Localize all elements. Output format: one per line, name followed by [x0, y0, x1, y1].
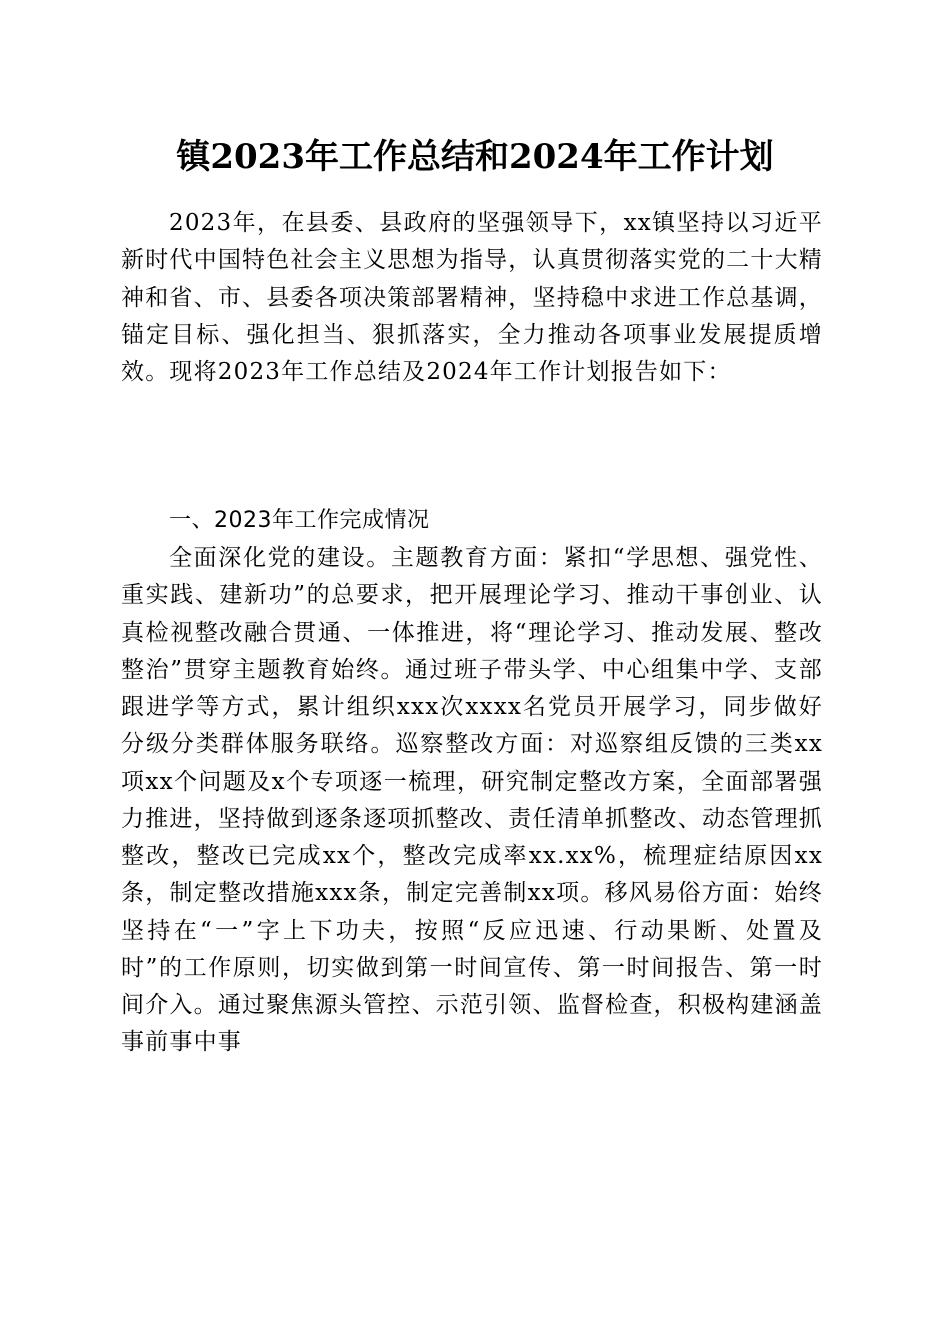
section-heading: 一、2023年工作完成情况	[169, 508, 430, 533]
intro-paragraph: 2023年，在县委、县政府的坚强领导下，xx镇坚持以习近平新时代中国特色社会主义思想为指导，认真贯彻落实党的二十大精神和省、市、县委各项决策部署精神，坚持稳中求进工作总基调，锚定目标、强化担当、狠抓落实，全力推动各项事业发展提质增效。现将2023年工作总结及2024年工作计划报告如下：	[121, 210, 823, 385]
document-title: 镇2023年工作总结和2024年工作计划	[176, 137, 774, 177]
section-paragraph: 全面深化党的建设。主题教育方面：紧扣“学思想、强党性、重实践、建新功”的总要求，把开展理论学习、推动干事创业、认真检视整改融合贯通、一体推进，将“理论学习、推动发展、整改整治”贯穿主题教育始终。通过班子带头学、中心组集中学、支部跟进学等方式，累计组织xxx次xxxx名党员开展学习，同步做好分级分类群体服务联络。巡察整改方面：对巡察组反馈的三类xx项xx个问题及x个专项逐一梳理，研究制定整改方案，全面部署强力推进，坚持做到逐条逐项抓整改、责任清单抓整改、动态管理抓整改，整改已完成xx个，整改完成率xx.xx%，梳理症结原因xx条，制定整改措施xxx条，制定完善制xx项。移风易俗方面：始终坚持在“一”字上下功夫，按照“反应迅速、行动果断、处置及时”的工作原则，切实做到第一时间宣传、第一时间报告、第一时间介入。通过聚焦源头管控、示范引领、监督检查，积极构建涵盖事前事中事	[121, 545, 823, 1056]
